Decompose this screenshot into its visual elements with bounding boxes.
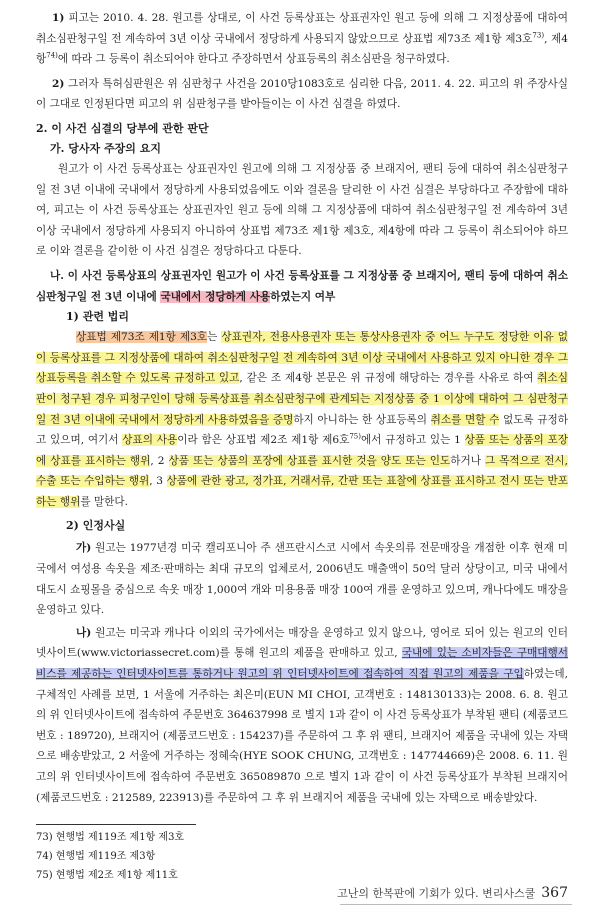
item-label: 나) — [76, 626, 92, 639]
footnote: 73) 현행법 제119조 제1항 제3호 — [36, 832, 185, 843]
sub-heading: 2) 인정사실 — [66, 519, 126, 533]
paragraph-2: 2) 그러자 특허심판원은 위 심판청구 사건을 2010당1083호로 심리한 다음, 2011. 4. 22. 피고의 위 주장사실이 그대로 인정된다면 피고의 위 심판청구를 받아들이는 이 사건 심결을 하였다. — [36, 77, 568, 111]
highlight: 상표법 제73조 제1항 제3호 — [76, 331, 208, 344]
highlight: 국내에 있는 소비자들은 구매대행서비스를 제공하는 인터넷사이트를 통하거나 원고의 위 인터넷사이트에 접속하여 직접 원고의 제품을 구입 — [36, 647, 569, 681]
paragraph-5: 가) 원고는 1977년경 미국 캘리포니아 주 샌프란시스코 시에서 속옷의류 전문매장을 개점한 이후 현재 미국에서 여성용 속옷을 제조·판매하는 최대 규모의 업체로서, 2006년도 매출액이 50억 달러 상당이고, 미국 내에서 대도시 쇼핑몰을 중심으로 속옷 매장 1,000여 개와 미용용품 매장 100여 개를 운영하고 있으며, 캐나다에도 매장을 운영하고 있다. — [36, 542, 568, 617]
paragraph-3: 원고가 이 사건 등록상표는 상표권자인 원고에 의해 그 지정상품 중 브래지어, 팬티 등에 대하여 취소심판청구일 전 3년 이내에 국내에서 정당하게 사용되었음에도 이와 결론을 달리한 이 사건 심결은 부당하다고 주장함에 대하여, 피고는 이 사건 등록상표는 상표권자인 원고 등에 의해 그 지정상품에 대하여 취소심판청구일 전 계속하여 3년 이상 국내에서 정당하게 사용되지 아니하여 상표법 제73조 제1항 제3호, 제4항에 따라 그 등록이 취소되어야 하므로 이와 결론을 같이한 이 사건 심결은 정당하다고 다툰다. — [36, 162, 568, 258]
footnotes — [36, 828, 184, 885]
highlight: 국내에서 정당하게 사용 — [160, 290, 271, 303]
subsection-heading: 가. 당사자 주장의 요지 — [50, 141, 161, 155]
page-footer — [337, 885, 568, 901]
page-number: 367 — [541, 885, 568, 901]
paragraph-4: 상표법 제73조 제1항 제3호는 상표권자, 전용사용권자 또는 통상사용권자 중 어느 누구도 정당한 이유 없이 등록상표를 그 지정상품에 대하여 취소심판청구일 전 계속하여 3년 이상 국내에서 사용하고 있지 아니한 경우 그 상표등록을 취소할 수 있도록 규정하고 있고, 같은 조 제4항 본문은 위 규정에 해당하는 경우를 사유로 하여 취소심판이 청구된 경우 피청구인이 당해 등록상표를 취소심판청구에 관계되는 지정상품 중 1 이상에 대하여 그 심판청구일 전 3년 이내에 국내에서 정당하게 사용하였음을 증명하지 아니하는 한 상표등록의 취소를 면할 수 없도록 규정하고 있으며, 여기서 상표의 사용이라 함은 상표법 제2조 제1항 제6호$^{75)}$에서 규정하고 있는 1 상품 또는 상품의 포장에 상표를 표시하는 행위, 2 상품 또는 상품의 포장에 상표를 표시한 것을 양도 또는 인도하거나 그 목적으로 전시, 수출 또는 수입하는 행위, 3 상품에 관한 광고, 정가표, 거래서류, 간판 또는 표찰에 상표를 표시하고 전시 또는 반포하는 행위를 말한다. — [36, 331, 569, 508]
footnote: 74) 현행법 제119조 제3항 — [36, 851, 156, 862]
highlight: 상표권자, 전용사용권자 또는 통상사용권자 중 어느 누구도 정당한 이유 없이 등록상표를 그 지정상품에 대하여 취소심판청구일 전 계속하여 3년 이상 국내에서 사용하고 있지 아니한 경우 그 상표등록을 취소할 수 있도록 규정하고 있고 — [36, 331, 568, 385]
subsection-heading-na: 나. 이 사건 등록상표의 상표권자인 원고가 이 사건 등록상표를 그 지정상품 중 브래지어, 팬티 등에 대하여 취소심판청구일 전 3년 이내에 국내에서 정당하게 사용하였는지 여부 — [36, 269, 568, 303]
document-body — [36, 0, 568, 808]
highlight: 그 목적으로 전시, 수출 또는 수입하는 행위 — [36, 454, 568, 488]
highlight: 상품에 관한 광고, 정가표, 거래서류, 간판 또는 표찰에 상표를 표시하고 전시 또는 반포하는 행위 — [36, 475, 569, 508]
paragraph-6: 나) 원고는 미국과 캐나다 이외의 국가에서는 매장을 운영하고 있지 않으나, 영어로 되어 있는 원고의 인터넷사이트(www.victoriassecret.com)를 통해 원고의 제품을 판매하고 있고, 국내에 있는 소비자들은 구매대행서비스를 제공하는 인터넷사이트를 통하거나 원고의 위 인터넷사이트에 접속하여 직접 원고의 제품을 구입하였는데, 구체적인 사례를 보면, 1 서울에 거주하는 최은미(EUN MI CHOI, 고객번호 : 148130133)는 2008. 6. 8. 원고의 위 인터넷사이트에 접속하여 주문번호 364637998 로 별지 1과 같이 이 사건 등록상표가 부착된 팬티 (제품코드번호 : 189720), 브래지어 (제품코드번호 : 154237)를 주문하여 그 후 위 팬티, 브래지어 제품을 국내에 있는 자택으로 배송받았고, 2 서울에 거주하는 정혜숙(HYE SOOK CHUNG, 고객번호 : 147744669)은 2008. 6. 11. 원고의 위 인터넷사이트에 접속하여 주문번호 365089870 으로 별지 1과 같이 이 사건 등록상표가 부착된 브래지어 (제품코드번호 : 212589, 223913)를 주문하여 그 후 위 브래지어 제품을 국내에 있는 자택으로 배송받았다. — [36, 626, 569, 804]
footnote-ref: 75) — [349, 432, 361, 441]
footnote-ref: 73) — [532, 31, 545, 40]
highlight: 취소를 면할 수 — [430, 413, 500, 426]
sub-heading: 1) 관련 법리 — [66, 310, 130, 324]
footnote-ref: 74) — [46, 51, 58, 60]
highlight: 상품 또는 상품의 포장에 상표를 표시한 것을 양도 또는 인도 — [168, 454, 451, 467]
footer-text: 고난의 한복판에 기회가 있다. 변리사스쿨 — [337, 887, 536, 900]
item-label: 가) — [76, 542, 92, 555]
item-number: 2) — [52, 77, 65, 90]
highlight: 상품 또는 상품의 포장에 상표를 표시하는 행위 — [36, 434, 568, 467]
footer-divider — [340, 904, 572, 905]
item-number: 1) — [52, 12, 65, 24]
footnote: 75) 현행법 제2조 제1항 제11호 — [36, 870, 178, 881]
highlight: 상표의 사용 — [122, 434, 178, 447]
footnote-divider — [36, 824, 196, 825]
paragraph-1: 1) 피고는 2010. 4. 28. 원고를 상대로, 이 사건 등록상표는 상표권자인 원고 등에 의해 그 지정상품에 대하여 취소심판청구일 전 계속하여 3년 이상 국내에서 정당하게 사용되지 않았으므로 상표법 제73조 제1항 제3호$^{73)}$, 제4항$^{74)}$에 따라 그 등록이 취소되어야 한다고 주장하면서 상표등록의 취소심판을 청구하였다. — [36, 12, 568, 66]
highlight: 취소심판이 청구된 경우 피청구인이 당해 등록상표를 취소심판청구에 관계되는 지정상품 중 1 이상에 대하여 그 심판청구일 전 3년 이내에 국내에서 정당하게 사용하였음을 증명 — [36, 372, 568, 426]
section-heading: 2. 이 사건 심결의 당부에 관한 판단 — [36, 121, 209, 135]
